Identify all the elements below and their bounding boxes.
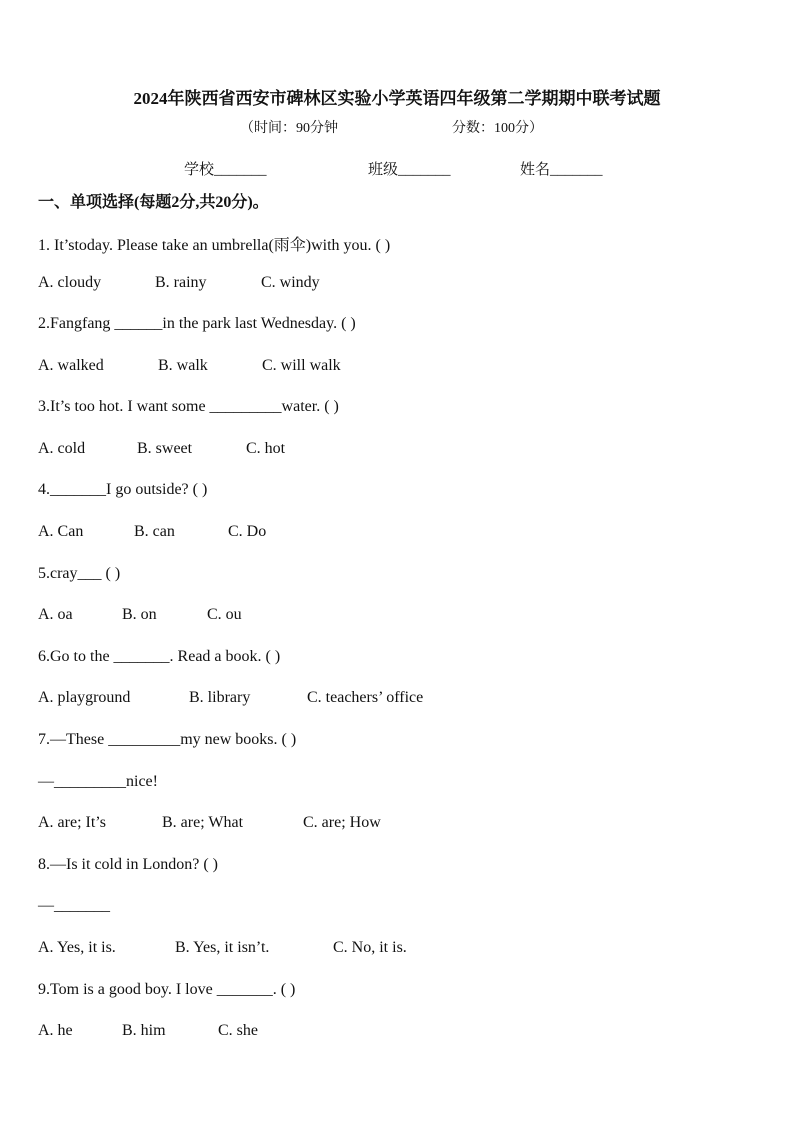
option-c: C. ou (207, 606, 242, 623)
option-a: A. oa (38, 606, 73, 623)
class-field: 班级_______ (368, 162, 451, 178)
question-stem: 6.Go to the _______. Read a book. ( ) (38, 648, 281, 665)
option-c: C. No, it is. (333, 939, 407, 956)
exam-score: 分数：100分） (452, 121, 543, 136)
question-stem: 5.cray___ ( ) (38, 565, 121, 582)
option-a: A. Yes, it is. (38, 939, 116, 956)
option-a: A. cloudy (38, 274, 102, 291)
question-response-line: —_______ (38, 897, 110, 914)
option-c: C. Do (228, 523, 267, 540)
question-response-line: —_________nice! (38, 773, 158, 790)
option-b: B. sweet (137, 440, 193, 457)
exam-title: 2024年陕西省西安市碑林区实验小学英语四年级第二学期期中联考试题 (133, 89, 661, 108)
option-a: A. he (38, 1022, 73, 1039)
option-b: B. rainy (155, 274, 207, 291)
option-c: C. teachers’ office (307, 689, 424, 706)
option-a: A. Can (38, 523, 84, 540)
question-stem: 3.It’s too hot. I want some _________water. ( ) (38, 398, 339, 415)
name-field: 姓名_______ (520, 162, 603, 178)
section-heading: 一、单项选择(每题2分,共20分)。 (38, 194, 269, 211)
option-a: A. walked (38, 357, 104, 374)
option-b: B. on (122, 606, 157, 623)
option-c: C. hot (246, 440, 286, 457)
school-field: 学校_______ (184, 162, 267, 178)
option-c: C. are; How (303, 814, 381, 831)
option-b: B. him (122, 1022, 166, 1039)
question-stem: 2.Fangfang ______in the park last Wednesday. ( ) (38, 315, 356, 332)
option-b: B. library (189, 689, 251, 706)
question-stem: 1. It’stoday. Please take an umbrella(雨伞)with you. ( ) (38, 237, 391, 254)
option-b: B. are; What (162, 814, 244, 831)
option-b: B. walk (158, 357, 208, 374)
option-a: A. are; It’s (38, 814, 106, 831)
question-stem: 4._______I go outside? ( ) (38, 481, 208, 498)
option-c: C. she (218, 1022, 258, 1039)
option-c: C. will walk (262, 357, 341, 374)
option-b: B. Yes, it isn’t. (175, 939, 270, 956)
option-b: B. can (134, 523, 175, 540)
exam-time: （时间：90分钟 (240, 121, 338, 136)
question-stem: 9.Tom is a good boy. I love _______. ( ) (38, 981, 296, 998)
option-a: A. playground (38, 689, 131, 706)
option-a: A. cold (38, 440, 86, 457)
question-stem: 7.—These _________my new books. ( ) (38, 731, 297, 748)
option-c: C. windy (261, 274, 320, 291)
question-stem: 8.—Is it cold in London? ( ) (38, 856, 218, 873)
